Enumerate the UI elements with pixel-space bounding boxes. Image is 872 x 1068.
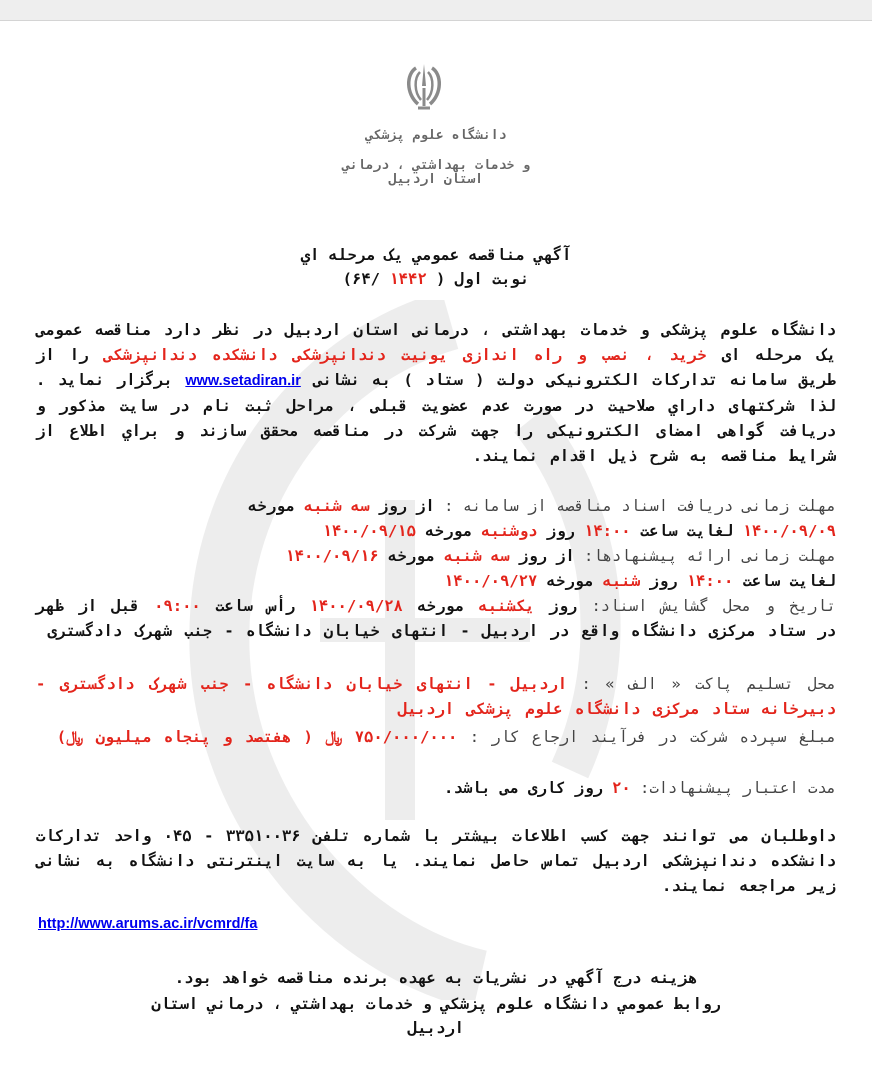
opening-day-word: روز [548, 597, 577, 615]
deposit-block [36, 725, 836, 750]
validity-suffix: روز کاری می باشد. [444, 779, 603, 797]
cost-note: هزینه درج آگهي در نشریات به عهده برنده مناقصه خواهد بود. [174, 969, 698, 987]
opening-place: قبل از ظهر در ستاد مرکزی دانشگاه واقع در اردبیل - انتهای خیابان دانشگاه - جنب شهرک دادگستری [36, 597, 836, 640]
contact-paragraph: داوطلبان می توانند جهت کسب اطلاعات بیشتر با شماره تلفن ۳۳۵۱۰۰۳۶ - ۰۴۵ واحد تدارکات دانشکده دندانپزشکی اردبیل تماس حاصل نمایند. یا به سایت اینترنتی دانشگاه به نشانی زیر مراجعه نمایند. [36, 827, 836, 895]
university-province: استان اردبيل [389, 172, 483, 187]
doc-period-label: مهلت زمانی دریافت اسناد مناقصه از سامانه : [444, 497, 836, 515]
setad-link[interactable]: www.setadiran.ir [185, 373, 301, 389]
public-relations-signature: روابط عمومي دانشگاه علوم پزشکي و خدمات بهداشتي ، درماني استان اردبيل [151, 995, 721, 1037]
doc-period-until: لغایت ساعت [640, 522, 734, 540]
offer-period-line1 [36, 544, 836, 569]
delivery-label: محل تسلیم پاکت « الف » : [581, 675, 836, 693]
offer-period-dated-2: مورخه [546, 572, 594, 590]
offer-period-date2: ۱۴۰۰/۰۹/۲۷ [443, 572, 538, 590]
deposit-label: مبلغ سپرده شرکت در فرآیند ارجاع کار : [469, 728, 836, 746]
doc-period-date2: ۱۴۰۰/۰۹/۱۵ [322, 522, 416, 540]
doc-period-date1: ۱۴۰۰/۰۹/۰۹ [742, 522, 836, 540]
opening-at-time: رأس ساعت [215, 597, 296, 615]
opening-label: تاریخ و محل گشایش اسناد: [591, 597, 836, 615]
intro-paragraph [36, 318, 836, 469]
offer-period-time: ۱۴:۰۰ [686, 572, 734, 590]
offer-period-from: از روز [518, 547, 575, 565]
opening-day: یکشنبه [478, 597, 535, 615]
round-number: ۱۴۴۲ [389, 270, 427, 288]
notice-title: آگهي مناقصه عمومي يک مرحله اي [300, 246, 572, 264]
round-prefix: نوبت اول ( [436, 270, 530, 288]
doc-period-from: از روز [378, 497, 435, 515]
validity-label: مدت اعتبار پیشنهادات: [640, 779, 836, 797]
delivery-place: اردبیل - انتهای خیابان دانشگاه - جنب شهرک دادگستری - دبیرخانه ستاد مرکزی دانشگاه علوم پزشکی اردبیل [36, 675, 836, 718]
doc-period-day-word: روز [546, 522, 575, 540]
opening-dated: مورخه [417, 597, 465, 615]
offer-period-day1: سه شنبه [444, 547, 510, 565]
offer-period-day2: شنبه [602, 572, 640, 590]
intro-text-1: دانشگاه علوم پزشکی و خدمات بهداشتی ، درمانی استان اردبیل در نظر دارد مناقصه عمومی یک مرحله ای [36, 321, 836, 364]
iran-emblem-icon [402, 60, 446, 112]
doc-period-line2 [36, 519, 836, 544]
doc-period-day2: دوشنبه [481, 522, 538, 540]
university-name: دانشگاه علوم پزشکي [365, 128, 507, 143]
opening-date: ۱۴۰۰/۰۹/۲۸ [309, 597, 403, 615]
round-suffix: /۶۴) [342, 270, 380, 288]
doc-period-dated-2: مورخه [425, 522, 472, 540]
validity-line [36, 776, 836, 801]
website-link[interactable]: http://www.arums.ac.ir/vcmrd/fa [38, 916, 258, 932]
notice-round [150, 268, 722, 290]
offer-period-line2 [36, 569, 836, 594]
intro-text-3: برگزار نماید . لذا شرکتهای داراي صلاحیت در صورت عدم عضویت قبلی ، مراحل ثبت نام در سایت مذکور و دریافت گواهی امضای الکترونیکی را جهت شرکت در مناقصه محقق سازند و براي اطلاع از شرایط مناقصه به شرح ذیل اقدام نمایند. [36, 371, 836, 465]
validity-days: ۲۰ [612, 779, 631, 797]
university-services: و خدمات بهداشتي ، درماني [342, 158, 530, 173]
deposit-amount: ۷۵۰/۰۰۰/۰۰۰ ﷼ ( هفتصد و پنجاه میلیون ﷼) [56, 728, 458, 746]
offer-period-until: لغایت ساعت [742, 572, 836, 590]
delivery-block [36, 672, 836, 722]
tender-subject: خرید ، نصب و راه اندازی یونیت دندانپزشکی دانشکده دندانپزشکی [103, 346, 707, 364]
website-link-row [38, 913, 257, 932]
doc-period-time: ۱۴:۰۰ [583, 522, 631, 540]
doc-period-dated: مورخه [248, 497, 295, 515]
opening-time: ۰۹:۰۰ [154, 597, 201, 615]
doc-period-line1 [36, 494, 836, 519]
viewer-top-bar [0, 0, 872, 21]
opening-block [36, 594, 836, 644]
offer-period-label: مهلت زمانی ارائه پیشنهادها: [584, 547, 836, 565]
intro-text-2: را از طریق سامانه تدارکات الکترونیکی دولت ( ستاد ) به نشانی [36, 346, 836, 389]
offer-period-day-word: روز [649, 572, 678, 590]
offer-period-date1: ۱۴۰۰/۰۹/۱۶ [285, 547, 379, 565]
offer-period-dated: مورخه [388, 547, 435, 565]
doc-period-day1: سه شنبه [304, 497, 370, 515]
